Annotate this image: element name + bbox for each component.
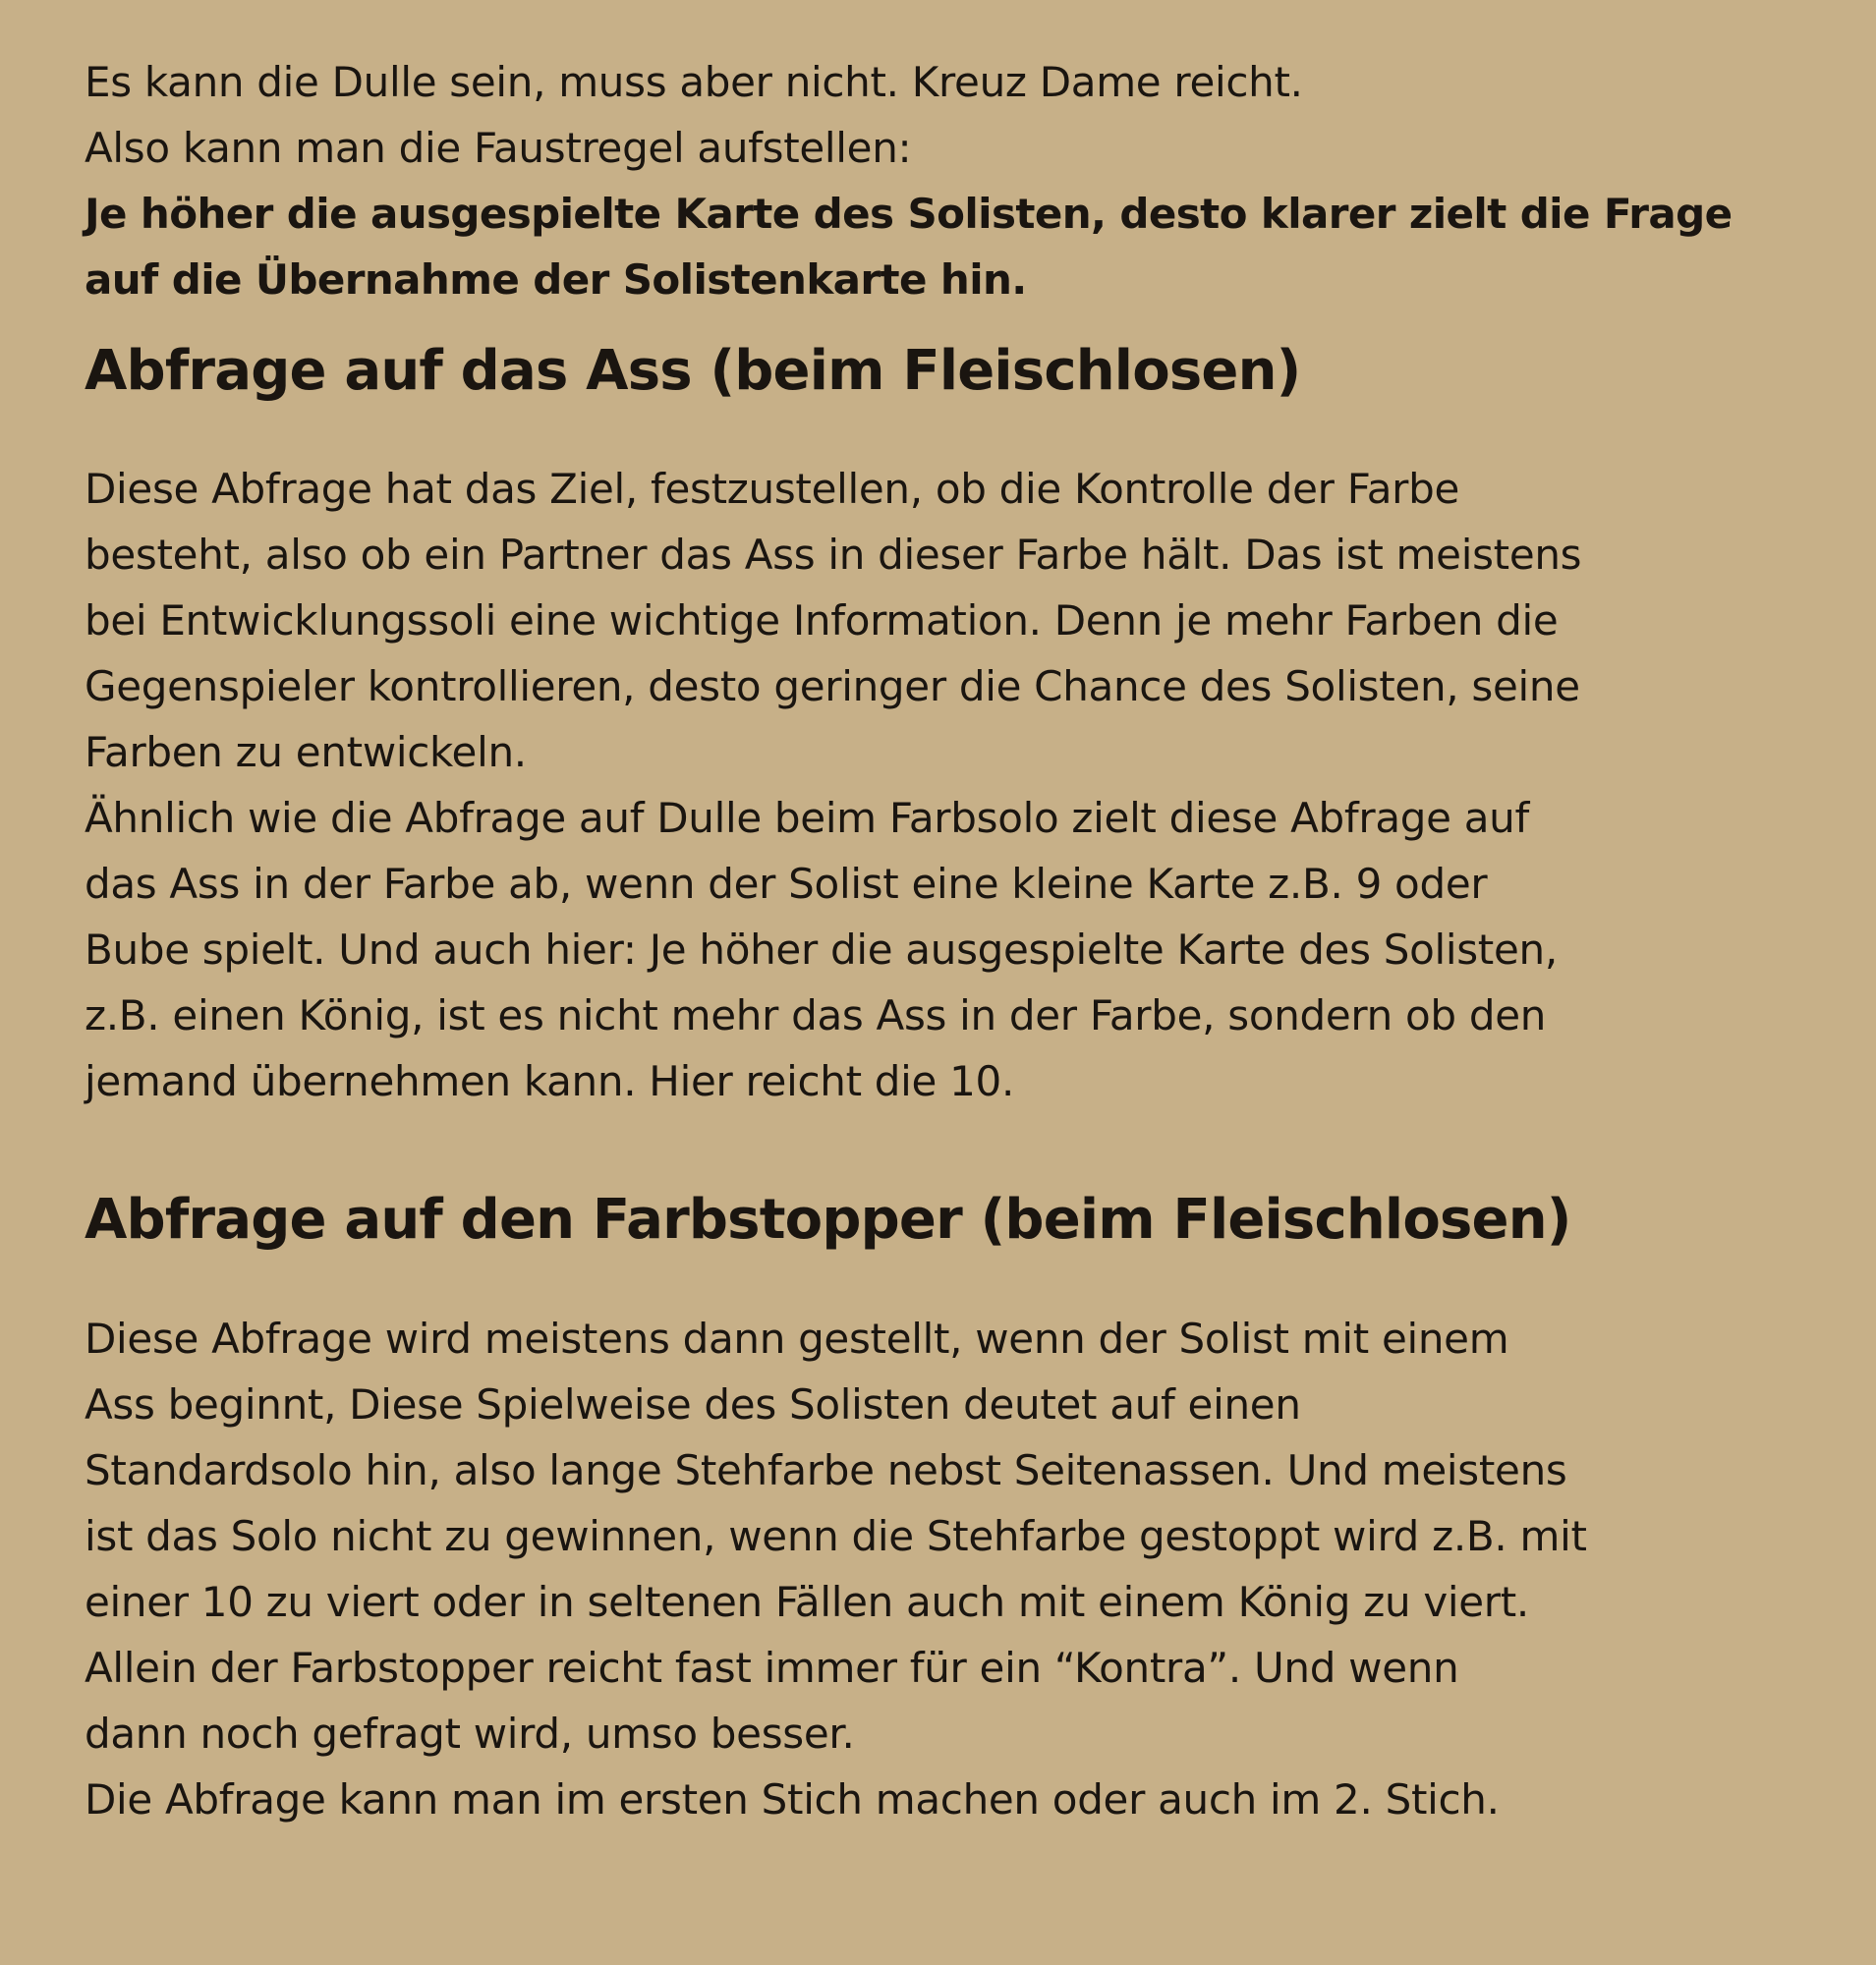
text-line: Bube spielt. Und auch hier: Je höher die ausgespielte Karte des Solisten,: [85, 926, 1558, 975]
section-heading-ass: Abfrage auf das Ass (beim Fleischlosen): [85, 339, 1301, 403]
text-line: Die Abfrage kann man im ersten Stich machen oder auch im 2. Stich.: [85, 1774, 1500, 1824]
text-line: bei Entwicklungssoli eine wichtige Information. Denn je mehr Farben die: [85, 596, 1559, 646]
text-line: Es kann die Dulle sein, muss aber nicht. Kreuz Dame reicht.: [85, 58, 1303, 106]
text-line: jemand übernehmen kann. Hier reicht die 10.: [85, 1057, 1015, 1106]
intro-paragraph: [85, 49, 1791, 312]
text-line: dann noch gefragt wird, umso besser.: [85, 1709, 855, 1758]
text-line: Diese Abfrage hat das Ziel, festzustellen, ob die Kontrolle der Farbe: [85, 465, 1459, 514]
section-body-ass: [85, 456, 1791, 1114]
rule-of-thumb-line: auf die Übernahme der Solistenkarte hin.: [85, 255, 1027, 304]
text-line: besteht, also ob ein Partner das Ass in dieser Farbe hält. Das ist meistens: [85, 531, 1582, 580]
text-line: Farben zu entwickeln.: [85, 728, 527, 777]
text-line: Ähnlich wie die Abfrage auf Dulle beim Farbsolo zielt diese Abfrage auf: [85, 794, 1529, 843]
section-body-farbstopper: [85, 1306, 1791, 1832]
text-line: Ass beginnt, Diese Spielweise des Solisten deutet auf einen: [85, 1379, 1301, 1429]
text-line: ist das Solo nicht zu gewinnen, wenn die Stehfarbe gestoppt wird z.B. mit: [85, 1511, 1587, 1560]
text-line: Diese Abfrage wird meistens dann gestellt, wenn der Solist mit einem: [85, 1314, 1509, 1363]
text-line: einer 10 zu viert oder in seltenen Fällen auch mit einem König zu viert.: [85, 1577, 1529, 1626]
text-line: Allein der Farbstopper reicht fast immer für ein “Kontra”. Und wenn: [85, 1643, 1459, 1692]
text-line: das Ass in der Farbe ab, wenn der Solist eine kleine Karte z.B. 9 oder: [85, 860, 1488, 909]
text-line: Gegenspieler kontrollieren, desto geringer die Chance des Solisten, seine: [85, 662, 1580, 711]
rule-of-thumb-line: Je höher die ausgespielte Karte des Solisten, desto klarer zielt die Frage: [85, 190, 1733, 238]
text-line: Also kann man die Faustregel aufstellen:: [85, 124, 912, 172]
text-line: Standardsolo hin, also lange Stehfarbe nebst Seitenassen. Und meistens: [85, 1445, 1567, 1494]
section-heading-farbstopper: Abfrage auf den Farbstopper (beim Fleischlosen): [85, 1188, 1571, 1253]
text-line: z.B. einen König, ist es nicht mehr das Ass in der Farbe, sondern ob den: [85, 991, 1547, 1040]
